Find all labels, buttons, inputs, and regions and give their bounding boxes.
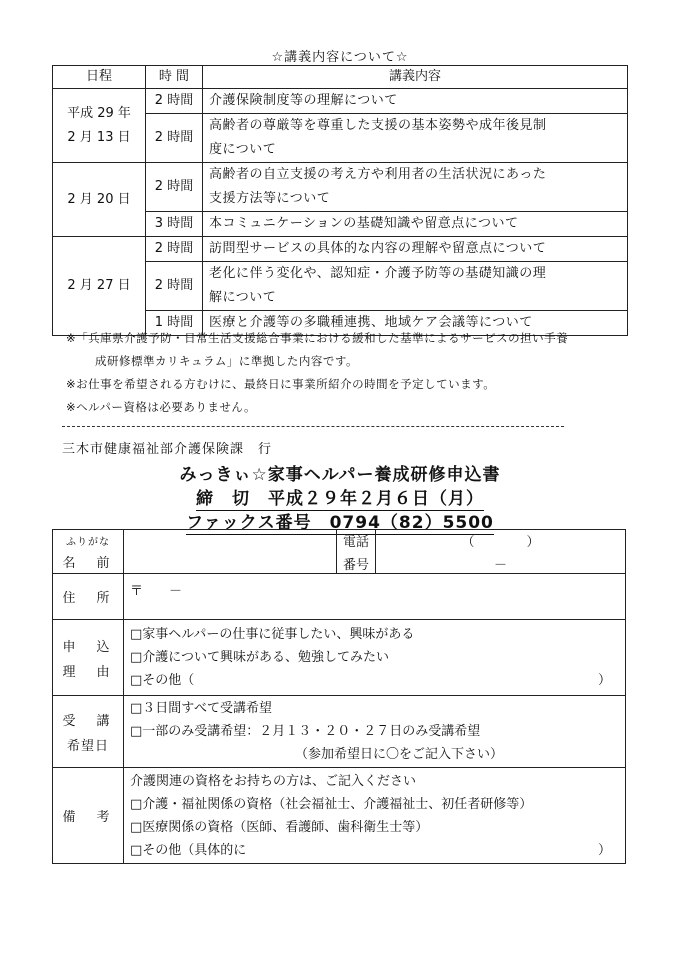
reason-label: 申 込	[62, 639, 114, 655]
header-time: 時 間	[146, 66, 203, 89]
address-label: 住 所	[53, 574, 124, 620]
cut-line-divider	[62, 426, 564, 427]
note-no-license: ※ヘルパー資格は必要ありません。	[66, 400, 257, 414]
reason-row	[53, 620, 626, 696]
content-cell: 介護保険制度等の理解について	[203, 89, 628, 114]
reason-label-cell	[53, 620, 124, 696]
reason-options	[124, 620, 626, 696]
course-options	[124, 696, 626, 768]
course-label: 受 講	[62, 713, 114, 729]
remarks-row	[53, 768, 626, 864]
recipient-department: 三木市健康福祉部介護保険課 行	[62, 442, 273, 457]
schedule-table	[52, 65, 628, 336]
address-input-cell[interactable]	[124, 574, 626, 620]
schedule-title: ☆講義内容について☆	[271, 50, 409, 65]
name-label: 名 前	[62, 555, 114, 571]
content-line: 解について	[209, 290, 277, 305]
furigana-label: ふりがな	[66, 536, 110, 548]
date-cell	[53, 89, 146, 163]
course-row	[53, 696, 626, 768]
course-label-cell	[53, 696, 124, 768]
form-title: みっきぃ☆家事ヘルパー養成研修申込書	[179, 465, 501, 485]
date-line: 平成 29 年	[67, 105, 131, 121]
reason-option-other[interactable]	[130, 669, 619, 692]
remarks-other-close: ）	[597, 842, 611, 858]
content-line: 高齢者の尊厳等を尊重した支援の基本姿勢や成年後見制	[209, 118, 547, 133]
remarks-option-welfare[interactable]: □介護・福祉関係の資格（社会福祉士、介護福祉士、初任者研修等）	[130, 796, 533, 812]
date-cell: 2 月 20 日	[53, 163, 146, 237]
content-cell: 本コミュニケーションの基礎知識や留意点について	[203, 212, 628, 237]
time-cell: 3 時間	[146, 212, 203, 237]
tel-number: －	[493, 557, 507, 573]
postal-code-field: 〒 －	[130, 584, 183, 599]
reason-option-helper-job[interactable]: □家事ヘルパーの仕事に従事したい、興味がある	[130, 627, 415, 642]
name-row	[53, 530, 626, 574]
content-line: 高齢者の自立支援の考え方や利用者の生活状況にあった	[209, 167, 547, 182]
header-date: 日程	[53, 66, 146, 89]
deadline-text: 締 切 平成２９年２月６日（月）	[196, 489, 484, 509]
tel-label: 電話	[342, 534, 369, 550]
time-cell: 2 時間	[146, 262, 203, 311]
course-option-all[interactable]: □３日間すべて受講希望	[130, 701, 273, 716]
remarks-option-other[interactable]	[130, 839, 619, 862]
deadline-line	[0, 484, 680, 509]
time-cell: 2 時間	[146, 237, 203, 262]
reason-other-text: □その他（	[130, 673, 195, 688]
note-job-intro: ※お仕事を希望される方むけに、最終日に事業所紹介の時間を予定しています。	[66, 377, 496, 391]
remarks-label: 備 考	[53, 768, 124, 864]
remarks-options	[124, 768, 626, 864]
course-partial-note: （参加希望日に〇をご記入下さい）	[295, 747, 504, 762]
remarks-other-text: □その他（具体的に	[130, 842, 247, 858]
application-form	[52, 529, 626, 864]
fax-number: ファックス番号 0794（82）5500	[186, 513, 494, 533]
remarks-option-medical[interactable]: □医療関係の資格（医師、看護師、歯科衛生士等）	[130, 819, 429, 835]
content-line: 老化に伴う変化や、認知症・介護予防等の基礎知識の理	[209, 266, 547, 281]
table-row	[53, 163, 628, 212]
content-cell: 訪問型サービスの具体的な内容の理解や留意点について	[203, 237, 628, 262]
course-option-partial[interactable]: □一部のみ受講希望：２月１３・２０・２７日のみ受講希望	[130, 724, 481, 739]
header-content: 講義内容	[203, 66, 628, 89]
reason-label-2: 理 由	[62, 664, 114, 680]
reason-other-close: ）	[597, 673, 611, 688]
date-cell: 2 月 27 日	[53, 237, 146, 336]
name-label-cell	[53, 530, 124, 574]
content-line: 度について	[209, 142, 277, 157]
number-label: 番号	[342, 557, 369, 573]
name-input-cell[interactable]	[124, 530, 337, 574]
time-cell: 2 時間	[146, 114, 203, 163]
note-curriculum-cont: 成研修標準カリキュラム」に準拠した内容です。	[95, 354, 358, 368]
tel-input-cell[interactable]	[376, 530, 626, 574]
tel-label-cell	[337, 530, 376, 574]
content-line: 支援方法等について	[209, 191, 331, 206]
course-label-2: 希望日	[66, 738, 109, 754]
time-cell: 2 時間	[146, 89, 203, 114]
content-cell	[203, 114, 628, 163]
reason-option-interest[interactable]: □介護について興味がある、勉強してみたい	[130, 650, 390, 665]
schedule-header-row	[53, 66, 628, 89]
date-line: 2 月 13 日	[67, 129, 131, 145]
remarks-instruction: 介護関連の資格をお持ちの方は、ご記入ください	[130, 773, 417, 789]
note-curriculum: ※「兵庫県介護予防・日常生活支援総合事業における緩和した基準によるサービスの担い手養	[66, 331, 569, 345]
time-cell: 2 時間	[146, 163, 203, 212]
time-cell: 1 時間	[146, 311, 203, 336]
tel-area-code: （ ）	[461, 534, 540, 550]
address-row	[53, 574, 626, 620]
table-row	[53, 237, 628, 262]
table-row	[53, 89, 628, 114]
content-cell	[203, 262, 628, 311]
content-cell	[203, 163, 628, 212]
content-cell: 医療と介護等の多職種連携、地域ケア会議等について	[203, 311, 628, 336]
